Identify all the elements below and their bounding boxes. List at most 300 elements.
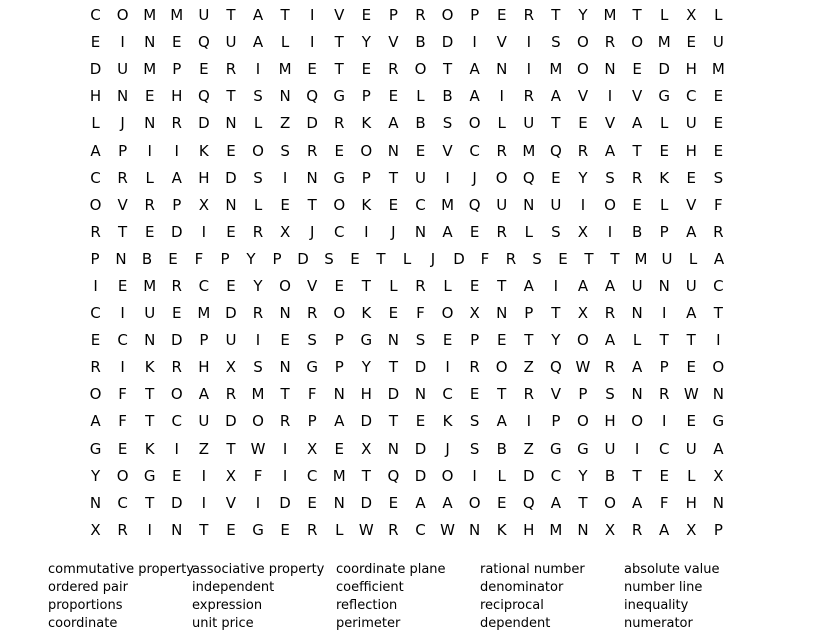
- grid-letter[interactable]: I: [309, 6, 315, 25]
- grid-letter[interactable]: L: [660, 195, 669, 214]
- grid-letter[interactable]: C: [713, 276, 724, 295]
- grid-letter[interactable]: E: [226, 276, 236, 295]
- grid-letter[interactable]: P: [524, 304, 534, 323]
- grid-letter[interactable]: I: [120, 358, 125, 377]
- grid-letter[interactable]: S: [605, 168, 615, 187]
- grid-letter[interactable]: P: [118, 141, 128, 160]
- grid-letter[interactable]: W: [250, 439, 266, 458]
- grid-letter[interactable]: T: [226, 6, 236, 25]
- grid-letter[interactable]: T: [578, 493, 588, 512]
- grid-letter[interactable]: F: [253, 466, 263, 485]
- grid-letter[interactable]: A: [252, 6, 264, 25]
- grid-letter[interactable]: A: [388, 114, 399, 133]
- grid-letter[interactable]: A: [686, 222, 697, 241]
- grid-letter[interactable]: R: [523, 6, 534, 25]
- grid-letter[interactable]: P: [388, 6, 398, 25]
- grid-letter[interactable]: R: [90, 358, 101, 377]
- grid-letter[interactable]: R: [252, 304, 264, 323]
- grid-letter[interactable]: O: [577, 412, 589, 431]
- grid-letter[interactable]: T: [280, 6, 290, 25]
- grid-letter[interactable]: V: [225, 493, 237, 512]
- grid-letter[interactable]: C: [90, 168, 101, 187]
- grid-letter[interactable]: G: [252, 520, 264, 539]
- grid-letter[interactable]: A: [90, 412, 101, 431]
- grid-letter[interactable]: A: [550, 87, 561, 106]
- grid-letter[interactable]: X: [90, 520, 101, 539]
- grid-letter[interactable]: D: [279, 493, 291, 512]
- grid-letter[interactable]: Q: [522, 493, 535, 512]
- grid-letter[interactable]: D: [170, 331, 183, 350]
- grid-letter[interactable]: E: [226, 141, 236, 160]
- grid-letter[interactable]: N: [144, 331, 156, 350]
- grid-letter[interactable]: T: [497, 276, 507, 295]
- grid-letter[interactable]: O: [333, 304, 346, 323]
- grid-letter[interactable]: T: [632, 6, 642, 25]
- grid-letter[interactable]: D: [89, 60, 102, 79]
- grid-letter[interactable]: C: [415, 520, 426, 539]
- grid-letter[interactable]: N: [387, 439, 400, 458]
- grid-letter[interactable]: Q: [306, 87, 319, 106]
- grid-letter[interactable]: X: [713, 466, 724, 485]
- grid-letter[interactable]: E: [117, 276, 128, 295]
- grid-letter[interactable]: E: [686, 168, 696, 187]
- grid-letter[interactable]: L: [660, 114, 669, 133]
- grid-letter[interactable]: O: [495, 168, 508, 187]
- grid-letter[interactable]: Y: [361, 33, 371, 52]
- grid-letter[interactable]: G: [360, 331, 373, 350]
- grid-letter[interactable]: S: [307, 331, 317, 350]
- grid-letter[interactable]: E: [280, 195, 290, 214]
- grid-letter[interactable]: O: [116, 6, 129, 25]
- grid-letter[interactable]: K: [361, 195, 372, 214]
- grid-letter[interactable]: L: [687, 466, 696, 485]
- grid-letter[interactable]: M: [251, 385, 265, 404]
- grid-letter[interactable]: T: [388, 168, 398, 187]
- grid-letter[interactable]: U: [198, 6, 210, 25]
- grid-letter[interactable]: G: [89, 439, 102, 458]
- grid-letter[interactable]: B: [415, 114, 426, 133]
- grid-letter[interactable]: E: [469, 222, 480, 241]
- grid-letter[interactable]: A: [713, 439, 724, 458]
- grid-letter[interactable]: I: [255, 331, 261, 350]
- grid-letter[interactable]: K: [659, 168, 670, 187]
- grid-letter[interactable]: S: [713, 168, 724, 187]
- grid-letter[interactable]: N: [279, 304, 291, 323]
- grid-letter[interactable]: M: [711, 60, 725, 79]
- grid-letter[interactable]: I: [661, 412, 667, 431]
- grid-letter[interactable]: X: [225, 466, 237, 485]
- grid-letter[interactable]: P: [713, 520, 723, 539]
- grid-letter[interactable]: R: [252, 222, 264, 241]
- grid-letter[interactable]: Y: [578, 6, 588, 25]
- grid-letter[interactable]: S: [469, 412, 480, 431]
- grid-letter[interactable]: E: [388, 195, 399, 214]
- grid-letter[interactable]: I: [174, 141, 179, 160]
- grid-letter[interactable]: X: [225, 358, 237, 377]
- grid-letter[interactable]: E: [334, 439, 344, 458]
- grid-letter[interactable]: R: [388, 520, 399, 539]
- grid-letter[interactable]: E: [144, 222, 155, 241]
- grid-letter[interactable]: Q: [197, 33, 210, 52]
- grid-letter[interactable]: T: [361, 276, 371, 295]
- grid-letter[interactable]: L: [145, 168, 154, 187]
- grid-letter[interactable]: U: [712, 33, 724, 52]
- grid-letter[interactable]: N: [171, 520, 183, 539]
- grid-letter[interactable]: K: [144, 358, 155, 377]
- grid-letter[interactable]: R: [117, 168, 128, 187]
- grid-letter[interactable]: T: [145, 412, 155, 431]
- grid-letter[interactable]: O: [252, 141, 264, 160]
- grid-letter[interactable]: H: [604, 412, 616, 431]
- grid-letter[interactable]: N: [225, 195, 237, 214]
- grid-letter[interactable]: Y: [578, 466, 588, 485]
- grid-letter[interactable]: M: [549, 520, 563, 539]
- grid-letter[interactable]: E: [361, 60, 372, 79]
- grid-letter[interactable]: E: [659, 466, 669, 485]
- grid-letter[interactable]: C: [306, 466, 318, 485]
- grid-letter[interactable]: B: [604, 466, 616, 485]
- grid-letter[interactable]: V: [388, 33, 399, 52]
- grid-letter[interactable]: S: [442, 114, 453, 133]
- grid-letter[interactable]: E: [686, 412, 696, 431]
- grid-letter[interactable]: A: [713, 249, 725, 268]
- grid-letter[interactable]: T: [388, 358, 398, 377]
- grid-letter[interactable]: X: [361, 439, 372, 458]
- grid-letter[interactable]: C: [117, 493, 128, 512]
- grid-letter[interactable]: R: [713, 222, 724, 241]
- grid-letter[interactable]: A: [469, 87, 480, 106]
- grid-letter[interactable]: P: [272, 249, 282, 268]
- grid-letter[interactable]: C: [90, 304, 101, 323]
- grid-letter[interactable]: E: [415, 141, 426, 160]
- grid-letter[interactable]: O: [577, 331, 589, 350]
- grid-letter[interactable]: W: [440, 520, 455, 539]
- grid-letter[interactable]: E: [90, 33, 101, 52]
- grid-letter[interactable]: J: [309, 222, 315, 241]
- grid-letter[interactable]: N: [387, 141, 400, 160]
- grid-letter[interactable]: I: [580, 195, 586, 214]
- grid-letter[interactable]: C: [415, 195, 426, 214]
- grid-letter[interactable]: K: [144, 439, 155, 458]
- grid-letter[interactable]: I: [120, 304, 125, 323]
- grid-letter[interactable]: T: [307, 195, 317, 214]
- grid-letter[interactable]: U: [523, 114, 535, 133]
- grid-letter[interactable]: G: [658, 87, 670, 106]
- grid-letter[interactable]: A: [469, 60, 480, 79]
- grid-letter[interactable]: A: [577, 276, 589, 295]
- grid-letter[interactable]: O: [604, 493, 616, 512]
- grid-letter[interactable]: N: [306, 168, 318, 187]
- grid-letter[interactable]: A: [604, 276, 616, 295]
- grid-letter[interactable]: A: [550, 493, 561, 512]
- grid-letter[interactable]: N: [712, 385, 724, 404]
- grid-letter[interactable]: I: [282, 439, 288, 458]
- grid-letter[interactable]: X: [279, 222, 291, 241]
- grid-letter[interactable]: P: [551, 412, 561, 431]
- grid-letter[interactable]: I: [282, 168, 288, 187]
- grid-letter[interactable]: R: [171, 276, 182, 295]
- grid-letter[interactable]: E: [350, 249, 360, 268]
- grid-letter[interactable]: H: [685, 60, 697, 79]
- grid-letter[interactable]: D: [170, 493, 183, 512]
- grid-letter[interactable]: T: [632, 141, 642, 160]
- grid-letter[interactable]: A: [631, 358, 643, 377]
- grid-letter[interactable]: S: [469, 439, 480, 458]
- grid-letter[interactable]: R: [279, 412, 291, 431]
- grid-letter[interactable]: L: [416, 87, 425, 106]
- grid-letter[interactable]: E: [578, 114, 588, 133]
- grid-letter[interactable]: I: [445, 358, 450, 377]
- grid-letter[interactable]: U: [225, 331, 237, 350]
- grid-letter[interactable]: I: [282, 466, 288, 485]
- grid-letter[interactable]: H: [198, 358, 210, 377]
- grid-letter[interactable]: H: [685, 141, 697, 160]
- grid-letter[interactable]: N: [658, 276, 670, 295]
- grid-letter[interactable]: E: [659, 141, 669, 160]
- grid-letter[interactable]: X: [307, 439, 318, 458]
- grid-letter[interactable]: C: [117, 331, 128, 350]
- grid-letter[interactable]: N: [279, 87, 291, 106]
- grid-letter[interactable]: E: [442, 331, 453, 350]
- grid-letter[interactable]: R: [334, 114, 345, 133]
- grid-letter[interactable]: N: [577, 520, 589, 539]
- grid-letter[interactable]: O: [360, 141, 373, 160]
- grid-letter[interactable]: H: [360, 385, 372, 404]
- grid-letter[interactable]: R: [523, 385, 534, 404]
- grid-letter[interactable]: J: [391, 222, 396, 241]
- grid-letter[interactable]: T: [226, 439, 236, 458]
- grid-letter[interactable]: R: [306, 304, 318, 323]
- grid-letter[interactable]: R: [604, 33, 616, 52]
- grid-letter[interactable]: I: [526, 33, 531, 52]
- grid-letter[interactable]: D: [414, 439, 427, 458]
- grid-letter[interactable]: Y: [246, 249, 256, 268]
- grid-letter[interactable]: U: [631, 276, 643, 295]
- grid-letter[interactable]: L: [688, 249, 698, 268]
- grid-letter[interactable]: E: [388, 493, 399, 512]
- grid-letter[interactable]: L: [632, 331, 642, 350]
- grid-letter[interactable]: P: [220, 249, 230, 268]
- grid-letter[interactable]: N: [496, 60, 508, 79]
- grid-letter[interactable]: I: [499, 87, 504, 106]
- grid-letter[interactable]: X: [686, 6, 697, 25]
- grid-letter[interactable]: Z: [523, 439, 534, 458]
- grid-letter[interactable]: E: [307, 493, 317, 512]
- grid-letter[interactable]: G: [143, 466, 156, 485]
- grid-letter[interactable]: L: [497, 114, 506, 133]
- grid-letter[interactable]: T: [713, 304, 723, 323]
- grid-letter[interactable]: E: [172, 466, 182, 485]
- grid-letter[interactable]: S: [280, 141, 290, 160]
- grid-letter[interactable]: Q: [468, 195, 481, 214]
- grid-letter[interactable]: P: [659, 358, 669, 377]
- grid-letter[interactable]: V: [604, 114, 616, 133]
- grid-letter[interactable]: E: [551, 168, 561, 187]
- grid-letter[interactable]: E: [226, 520, 236, 539]
- grid-letter[interactable]: H: [89, 87, 102, 106]
- grid-letter[interactable]: U: [604, 439, 616, 458]
- grid-letter[interactable]: E: [686, 33, 696, 52]
- grid-letter[interactable]: L: [660, 6, 669, 25]
- grid-letter[interactable]: R: [604, 304, 616, 323]
- grid-letter[interactable]: S: [551, 33, 561, 52]
- grid-letter[interactable]: A: [171, 168, 182, 187]
- grid-letter[interactable]: U: [685, 439, 697, 458]
- grid-letter[interactable]: A: [604, 331, 616, 350]
- grid-letter[interactable]: O: [468, 114, 481, 133]
- grid-letter[interactable]: A: [523, 276, 534, 295]
- grid-letter[interactable]: R: [658, 385, 670, 404]
- grid-letter[interactable]: K: [442, 412, 453, 431]
- grid-letter[interactable]: W: [683, 385, 699, 404]
- grid-letter[interactable]: N: [414, 222, 427, 241]
- grid-letter[interactable]: M: [603, 6, 617, 25]
- grid-letter[interactable]: E: [199, 60, 209, 79]
- grid-letter[interactable]: D: [225, 304, 237, 323]
- grid-letter[interactable]: I: [553, 276, 559, 295]
- grid-letter[interactable]: P: [172, 60, 182, 79]
- grid-letter[interactable]: T: [551, 6, 561, 25]
- grid-letter[interactable]: S: [532, 249, 542, 268]
- grid-letter[interactable]: E: [469, 385, 480, 404]
- grid-letter[interactable]: P: [361, 168, 371, 187]
- grid-letter[interactable]: A: [334, 412, 345, 431]
- grid-letter[interactable]: P: [334, 358, 344, 377]
- grid-letter[interactable]: D: [360, 493, 373, 512]
- grid-letter[interactable]: X: [469, 304, 480, 323]
- grid-letter[interactable]: U: [661, 249, 673, 268]
- grid-letter[interactable]: E: [415, 412, 426, 431]
- grid-letter[interactable]: I: [472, 33, 477, 52]
- grid-letter[interactable]: T: [686, 331, 696, 350]
- grid-letter[interactable]: U: [225, 33, 237, 52]
- grid-letter[interactable]: B: [141, 249, 153, 268]
- grid-letter[interactable]: Y: [578, 168, 588, 187]
- grid-letter[interactable]: W: [575, 358, 591, 377]
- grid-letter[interactable]: U: [496, 195, 508, 214]
- grid-letter[interactable]: K: [361, 304, 372, 323]
- grid-letter[interactable]: O: [414, 60, 427, 79]
- grid-letter[interactable]: O: [170, 385, 183, 404]
- grid-letter[interactable]: P: [578, 385, 588, 404]
- grid-letter[interactable]: N: [279, 358, 291, 377]
- grid-letter[interactable]: G: [333, 87, 346, 106]
- grid-letter[interactable]: D: [658, 60, 670, 79]
- grid-letter[interactable]: F: [659, 493, 669, 512]
- grid-letter[interactable]: T: [361, 466, 371, 485]
- grid-letter[interactable]: L: [524, 222, 533, 241]
- grid-letter[interactable]: O: [252, 412, 264, 431]
- grid-letter[interactable]: K: [198, 141, 209, 160]
- grid-letter[interactable]: E: [90, 331, 101, 350]
- grid-letter[interactable]: M: [522, 141, 536, 160]
- grid-letter[interactable]: D: [453, 249, 465, 268]
- grid-letter[interactable]: O: [279, 276, 291, 295]
- grid-letter[interactable]: T: [632, 466, 642, 485]
- grid-letter[interactable]: M: [170, 6, 184, 25]
- grid-letter[interactable]: T: [584, 249, 594, 268]
- grid-letter[interactable]: C: [550, 466, 562, 485]
- grid-letter[interactable]: O: [604, 195, 616, 214]
- grid-letter[interactable]: Y: [253, 276, 263, 295]
- grid-letter[interactable]: D: [360, 412, 373, 431]
- grid-letter[interactable]: L: [335, 520, 344, 539]
- grid-letter[interactable]: M: [634, 249, 648, 268]
- grid-letter[interactable]: E: [686, 358, 696, 377]
- grid-letter[interactable]: A: [442, 493, 453, 512]
- grid-letter[interactable]: O: [116, 466, 129, 485]
- grid-letter[interactable]: K: [361, 114, 372, 133]
- grid-letter[interactable]: R: [144, 195, 155, 214]
- grid-letter[interactable]: D: [198, 114, 210, 133]
- grid-letter[interactable]: U: [144, 304, 156, 323]
- grid-letter[interactable]: C: [90, 6, 101, 25]
- grid-letter[interactable]: M: [197, 304, 211, 323]
- grid-letter[interactable]: E: [117, 439, 128, 458]
- grid-letter[interactable]: I: [201, 466, 207, 485]
- grid-letter[interactable]: T: [145, 493, 155, 512]
- grid-letter[interactable]: N: [523, 195, 535, 214]
- grid-letter[interactable]: E: [713, 87, 724, 106]
- grid-letter[interactable]: P: [199, 331, 209, 350]
- grid-letter[interactable]: C: [469, 141, 480, 160]
- grid-letter[interactable]: I: [607, 87, 613, 106]
- grid-letter[interactable]: E: [632, 60, 642, 79]
- grid-letter[interactable]: R: [604, 358, 616, 377]
- grid-letter[interactable]: P: [361, 87, 371, 106]
- grid-letter[interactable]: C: [171, 412, 183, 431]
- grid-letter[interactable]: P: [334, 331, 344, 350]
- grid-letter[interactable]: I: [174, 439, 179, 458]
- grid-letter[interactable]: R: [117, 520, 128, 539]
- grid-letter[interactable]: B: [631, 222, 643, 241]
- grid-letter[interactable]: L: [443, 276, 452, 295]
- grid-letter[interactable]: Z: [523, 358, 534, 377]
- grid-letter[interactable]: H: [685, 493, 697, 512]
- grid-letter[interactable]: A: [496, 412, 507, 431]
- grid-letter[interactable]: D: [441, 33, 454, 52]
- grid-letter[interactable]: E: [713, 141, 724, 160]
- grid-letter[interactable]: V: [577, 87, 589, 106]
- grid-letter[interactable]: E: [144, 87, 155, 106]
- grid-letter[interactable]: A: [686, 304, 697, 323]
- grid-letter[interactable]: F: [118, 412, 127, 431]
- grid-letter[interactable]: N: [712, 493, 724, 512]
- grid-letter[interactable]: I: [309, 33, 315, 52]
- grid-letter[interactable]: T: [199, 520, 209, 539]
- grid-letter[interactable]: N: [333, 385, 345, 404]
- grid-letter[interactable]: S: [605, 385, 615, 404]
- grid-letter[interactable]: N: [414, 385, 427, 404]
- grid-letter[interactable]: R: [306, 520, 318, 539]
- grid-letter[interactable]: R: [505, 249, 517, 268]
- grid-letter[interactable]: N: [469, 520, 481, 539]
- grid-letter[interactable]: R: [631, 168, 643, 187]
- grid-letter[interactable]: D: [387, 385, 400, 404]
- grid-letter[interactable]: P: [470, 6, 480, 25]
- grid-letter[interactable]: N: [117, 87, 129, 106]
- grid-letter[interactable]: V: [334, 6, 345, 25]
- grid-letter[interactable]: O: [89, 195, 102, 214]
- grid-letter[interactable]: J: [472, 168, 477, 187]
- grid-letter[interactable]: X: [577, 222, 589, 241]
- grid-letter[interactable]: I: [526, 412, 531, 431]
- grid-letter[interactable]: R: [496, 141, 507, 160]
- grid-letter[interactable]: E: [632, 195, 642, 214]
- grid-letter[interactable]: V: [442, 141, 453, 160]
- grid-letter[interactable]: G: [306, 358, 318, 377]
- grid-letter[interactable]: I: [472, 466, 477, 485]
